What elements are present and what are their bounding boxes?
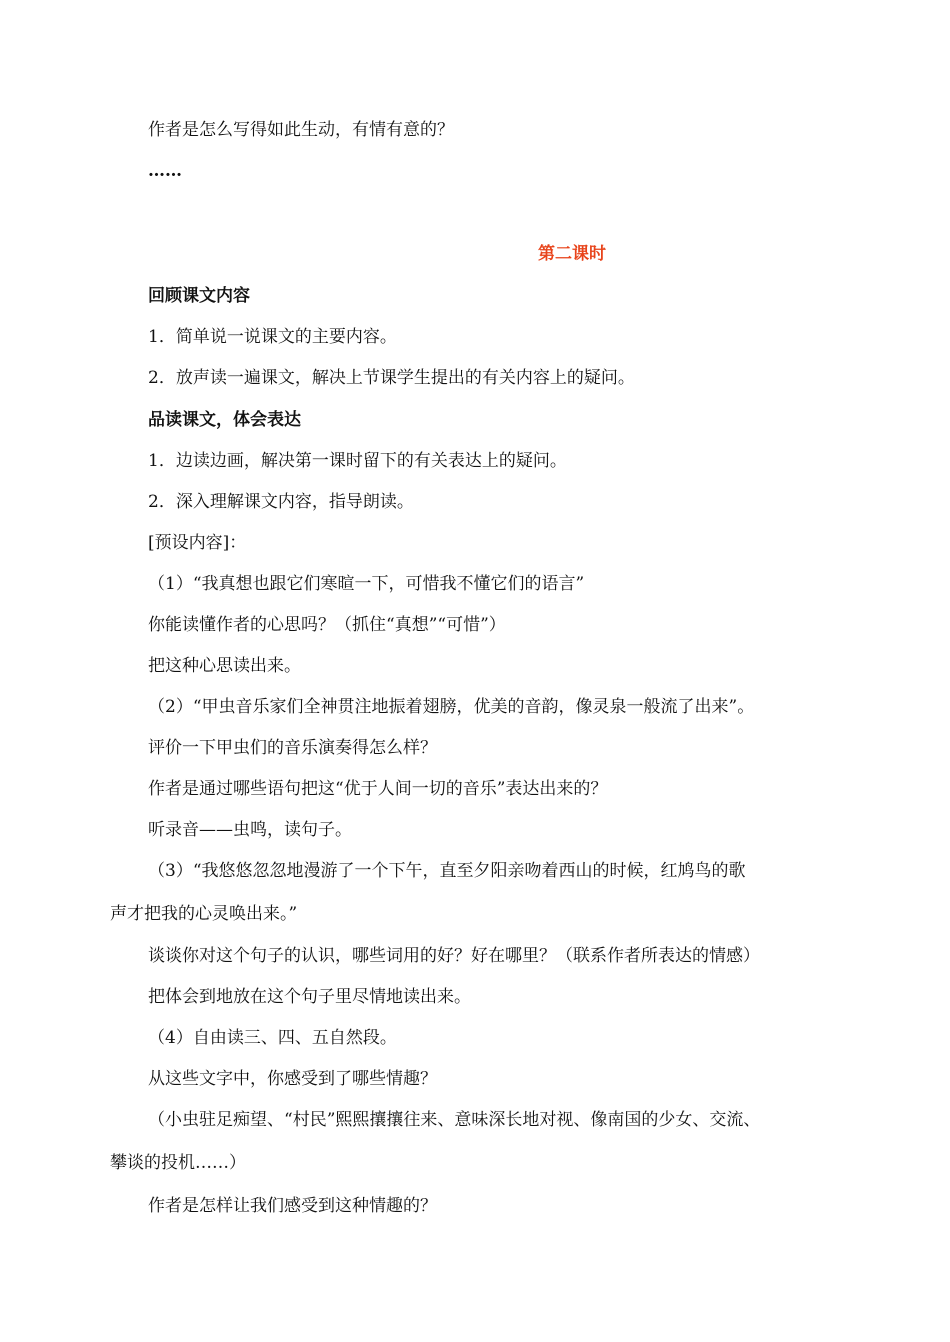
paragraph: 2．深入理解课文内容，指导朗读。: [148, 492, 414, 512]
paragraph: （4）自由读三、四、五自然段。: [148, 1028, 397, 1048]
paragraph: 你能读懂作者的心思吗？（抓住“真想”“可惜”）: [148, 615, 506, 635]
paragraph: 评价一下甲虫们的音乐演奏得怎么样？: [148, 738, 437, 758]
paragraph: 攀谈的投机……）: [110, 1153, 246, 1173]
paragraph: （小虫驻足痴望、“村民”熙熙攘攘往来、意味深长地对视、像南国的少女、交流、: [148, 1110, 761, 1130]
paragraph: 把体会到地放在这个句子里尽情地读出来。: [148, 987, 471, 1007]
paragraph: 1．简单说一说课文的主要内容。: [148, 327, 397, 347]
paragraph: 作者是通过哪些语句把这“优于人间一切的音乐”表达出来的？: [148, 779, 608, 799]
paragraph: 2．放声读一遍课文，解决上节课学生提出的有关内容上的疑问。: [148, 368, 635, 388]
paragraph: 听录音——虫鸣，读句子。: [148, 820, 352, 840]
paragraph: 谈谈你对这个句子的认识，哪些词用的好？好在哪里？（联系作者所表达的情感）: [148, 946, 760, 966]
section-title: 第二课时: [538, 244, 606, 264]
paragraph: 作者是怎么写得如此生动，有情有意的？: [148, 120, 454, 140]
section-heading: 回顾课文内容: [148, 286, 250, 306]
paragraph: 把这种心思读出来。: [148, 656, 301, 676]
ellipsis: ……: [148, 161, 182, 181]
paragraph: 声才把我的心灵唤出来。”: [110, 904, 298, 924]
paragraph: （1）“我真想也跟它们寒暄一下，可惜我不懂它们的语言”: [148, 574, 585, 594]
paragraph: （3）“我悠悠忽忽地漫游了一个下午，直至夕阳亲吻着西山的时候，红鸠鸟的歌: [148, 861, 746, 881]
paragraph: 作者是怎样让我们感受到这种情趣的？: [148, 1196, 437, 1216]
paragraph: [预设内容]：: [148, 533, 247, 553]
paragraph: 1．边读边画，解决第一课时留下的有关表达上的疑问。: [148, 451, 567, 471]
paragraph: 从这些文字中，你感受到了哪些情趣？: [148, 1069, 437, 1089]
section-heading: 品读课文，体会表达: [148, 410, 301, 430]
paragraph: （2）“甲虫音乐家们全神贯注地振着翅膀，优美的音韵，像灵泉一般流了出来”。: [148, 697, 755, 717]
